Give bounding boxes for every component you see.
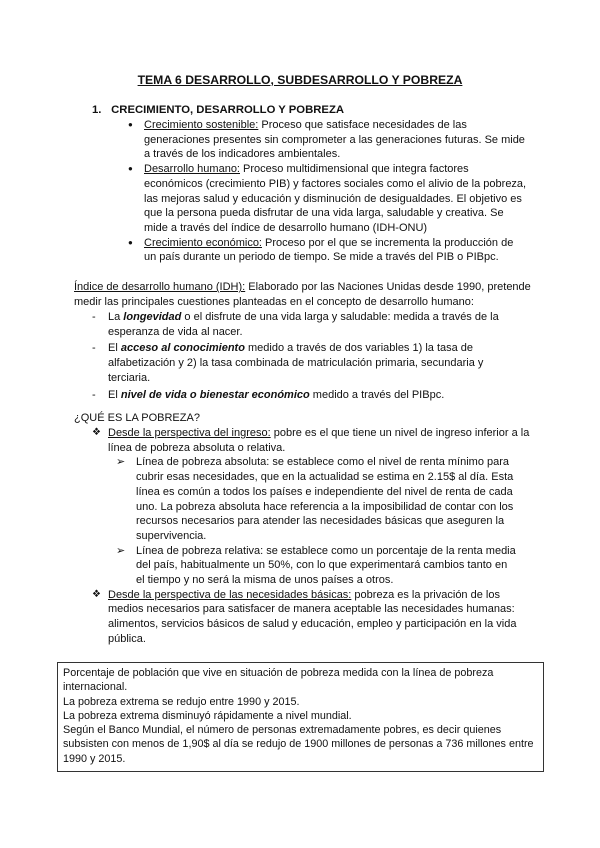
- diamond-icon: ❖: [92, 588, 101, 600]
- sub-list: [116, 455, 516, 587]
- emphasis: nivel de vida o bienestar económico: [120, 388, 310, 401]
- list-item: [128, 236, 528, 265]
- section-title: CRECIMIENTO, DESARROLLO Y POBREZA: [111, 104, 345, 116]
- list-item: [92, 588, 532, 647]
- info-box: [57, 662, 544, 772]
- list-item: [92, 388, 502, 403]
- box-line: Según el Banco Mundial, el número de personas extremadamente pobres, es decir quienes subsisten con menos de 1,90$ al día se redujo de 1900 millones de personas a 736 millones entre 1990 y 2015.: [63, 724, 534, 765]
- list-item: [116, 455, 516, 543]
- text: o el disfrute de una vida larga y saludable: medida a través de la esperanza de vida al nacer.: [108, 311, 499, 338]
- section-number: 1.: [92, 104, 102, 116]
- text: Línea de pobreza absoluta: se establece como el nivel de renta mínimo para cubrir esas necesidades, que en la actualidad se estima en 2.15$ al día. Esta línea es común a todos los países e independiente del nivel de renta de cada uno. La pobreza absoluta hace referencia a la imposibilidad de contar con los recursos necesarios para atender las necesidades básicas que aseguren la supervivencia.: [136, 456, 514, 542]
- definition: Elaborado por las Naciones Unidas desde 1990, pretende medir las principales cuestiones planteadas en el concepto de desarrollo humano:: [74, 281, 531, 308]
- box-line: La pobreza extrema se redujo entre 1990 y 2015.: [63, 695, 300, 708]
- definition: Proceso multidimensional que integra factores económicos (crecimiento PIB) y factores sociales como el alivio de la pobreza, las mejoras salud y educación y disminución de desigualdades. El objetivo es que la persona pueda disfrutar de una vida larga, saludable y creativa. Se mide a través del índice de desarrollo humano (IDH-ONU): [144, 163, 527, 234]
- idh-paragraph: [74, 280, 544, 309]
- page-title: TEMA 6 DESARROLLO, SUBDESARROLLO Y POBREZA: [137, 73, 463, 87]
- text: El: [108, 342, 121, 355]
- idh-list: [92, 310, 502, 404]
- arrow-icon: ➢: [116, 456, 126, 469]
- emphasis: longevidad: [123, 311, 182, 323]
- pobreza-heading: ¿QUÉ ES LA POBREZA?: [74, 412, 200, 424]
- diamond-icon: ❖: [92, 427, 101, 438]
- term: Desde la perspectiva de las necesidades básicas:: [108, 588, 352, 601]
- list-item: [116, 544, 516, 588]
- list-item: [92, 310, 502, 339]
- term: Índice de desarrollo humano (IDH):: [74, 281, 246, 293]
- list-item: [128, 162, 528, 236]
- arrow-icon: ➢: [116, 544, 126, 557]
- list-item: [128, 118, 528, 162]
- definition: Proceso por el que se incrementa la producción de un país durante un periodo de tiempo. Se mide a través del PIB o PIBpc.: [144, 236, 514, 264]
- definition: pobre es el que tiene un nivel de ingreso inferior a la línea de pobreza absoluta o relativa.: [108, 427, 530, 454]
- emphasis: acceso al conocimiento: [120, 342, 245, 355]
- list-item: [92, 426, 532, 588]
- text: medido a través de dos variables 1) la tasa de alfabetización y 2) la tasa combinada de matriculación primaria, secundaria y terciaria.: [108, 342, 484, 384]
- definition: pobreza es la privación de los medios necesarios para satisfacer de manera aceptable las necesidades humanas: alimentos, servicios básicos de salud y educación, empleo y participación en la vida pública.: [108, 588, 517, 645]
- box-line: Porcentaje de población que vive en situación de pobreza medida con la línea de pobreza internacional.: [63, 667, 494, 694]
- term: Desarrollo humano:: [144, 163, 240, 176]
- box-line: La pobreza extrema disminuyó rápidamente a nivel mundial.: [63, 709, 352, 722]
- term: Desde la perspectiva del ingreso:: [108, 427, 271, 439]
- list-item: [92, 341, 502, 385]
- section-heading: [92, 103, 344, 118]
- term: Crecimiento económico:: [144, 236, 262, 249]
- text: El: [108, 388, 121, 401]
- text: Línea de pobreza relativa: se establece como un porcentaje de la renta media del país, habitualmente un 50%, con lo que experimentará cambios tanto en el tiempo y no será la misma de unos países a otros.: [136, 544, 516, 587]
- text: La: [108, 311, 124, 323]
- pobreza-list: [92, 426, 532, 647]
- term: Crecimiento sostenible:: [144, 119, 259, 131]
- definitions-list: [128, 118, 528, 265]
- text: medido a través del PIBpc.: [309, 388, 445, 401]
- definition: Proceso que satisface necesidades de las generaciones presentes sin comprometer a las generaciones futuras. Se mide a través de los indicadores ambientales.: [144, 119, 525, 161]
